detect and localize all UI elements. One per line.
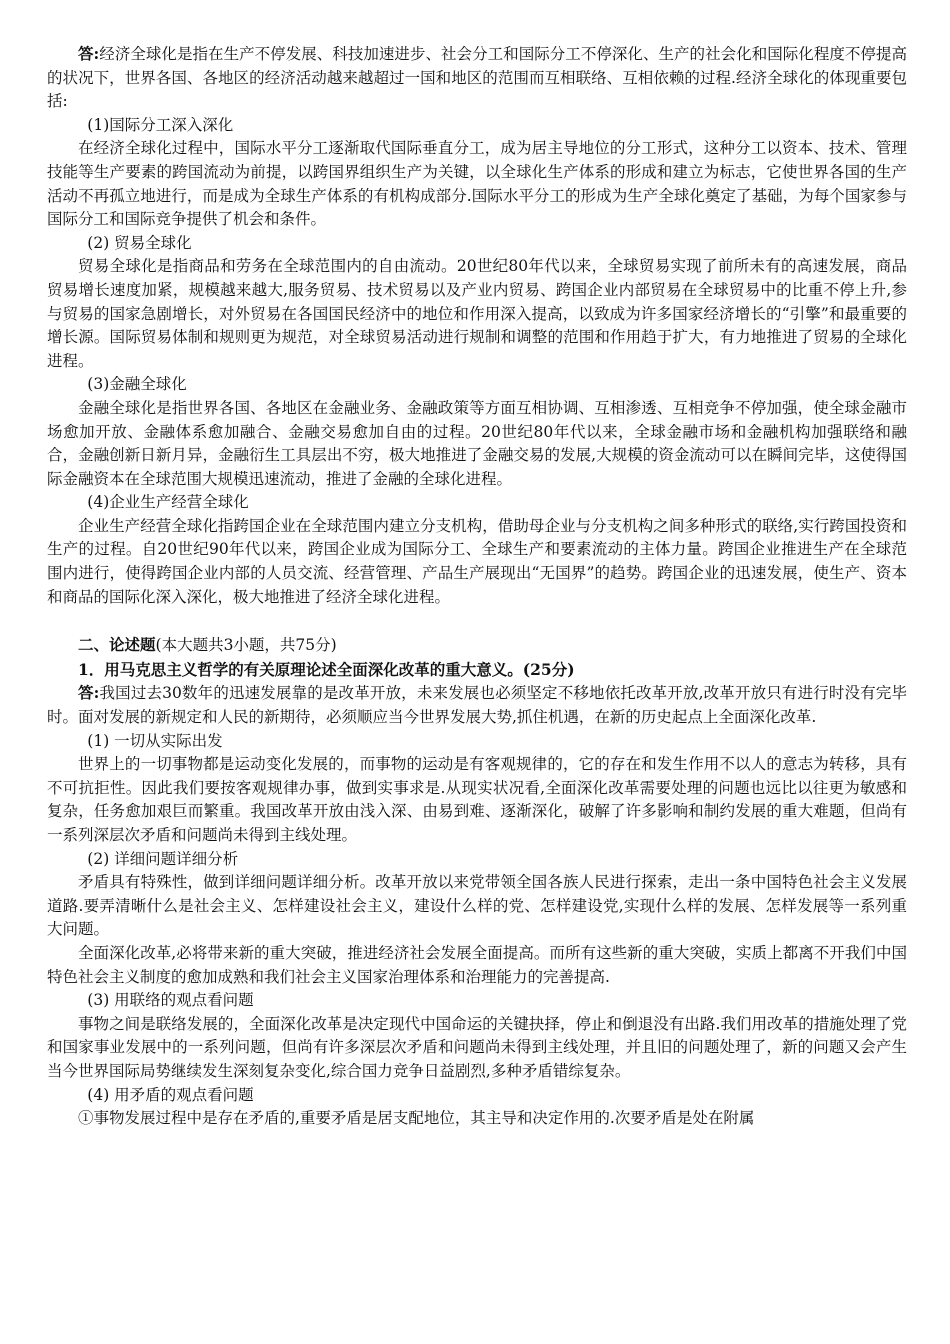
paragraph-specific-analysis: 矛盾具有特殊性，做到详细问题详细分析。改革开放以来党带领全国各族人民进行探索，走出一条中国特色社会主义发展道路.要弄清晰什么是社会主义、怎样建设社会主义，建设什么样的党、怎样建设党,实现什么样的发展、怎样发展等一系列重大问题。 — [47, 873, 907, 939]
subheading-reality: (1) 一切从实际出发 — [87, 731, 223, 750]
subheading-specific-analysis: (2) 详细问题详细分析 — [87, 849, 239, 868]
section-heading — [47, 633, 907, 658]
document-page — [47, 42, 907, 1131]
paragraph-reality: 世界上的一切事物都是运动变化发展的，而事物的运动是有客观规律的，它的存在和发生作用不以人的意志为转移，具有不可抗拒性。因此我们要按客观规律办事，做到实事求是.从现实状况看,全面深化改革需要处理的问题也远比以往更为敏感和复杂，任务愈加艰巨而繁重。我国改革开放由浅入深、由易到难、逐渐深化，破解了许多影响和制约发展的重大难题，但尚有一系列深层次矛盾和问题尚未得到主线处理。 — [47, 755, 907, 844]
subheading-division-of-labor: (1)国际分工深入深化 — [87, 115, 234, 134]
paragraph-enterprise: 企业生产经营全球化指跨国企业在全球范围内建立分支机构，借助母企业与分支机构之间多种形式的联络,实行跨国投资和生产的过程。自20世纪90年代以来，跨国企业成为国际分工、全球生产和要素流动的主体力量。跨国企业推进生产在全球范围内进行，使得跨国企业内部的人员交流、经营管理、产品生产展现出“无国界”的趋势。跨国企业的迅速发展，使生产、资本和商品的国际化深入深化，极大地推进了经济全球化进程。 — [47, 516, 907, 606]
subheading-enterprise: (4)企业生产经营全球化 — [87, 493, 249, 512]
paragraph-trade: 贸易全球化是指商品和劳务在全球范围内的自由流动。20世纪80年代以来，全球贸易实现了前所未有的高速发展，商品贸易增长速度加紧，规模越来越大,服务贸易、技术贸易以及产业内贸易、跨国企业内部贸易在全球贸易中的比重不停上升,参与贸易的国家急剧增长，对外贸易在各国国民经济中的地位和作用深入提高，以致成为许多国家经济增长的“引擎”和最重要的增长源。国际贸易体制和规则更为规范，对全球贸易活动进行规制和调整的范围和作用趋于扩大，有力地推进了贸易的全球化进程。 — [47, 257, 907, 370]
section-note: (本大题共3小题，共75分) — [155, 636, 337, 655]
question-1: 1．用马克思主义哲学的有关原理论述全面深化改革的重大意义。(25分) — [78, 659, 575, 679]
paragraph-division-of-labor: 在经济全球化过程中，国际水平分工逐渐取代国际垂直分工，成为居主导地位的分工形式，这种分工以资本、技术、管理技能等生产要素的跨国流动为前提，以跨国界组织生产为关键，以全球化生产体系的形成和建立为标志，它使世界各国的生产活动不再孤立地进行，而是成为全球生产体系的有机构成部分.国际水平分工的形成为生产全球化奠定了基础，为每个国家参与国际分工和国际竞争提供了机会和条件。 — [47, 139, 907, 229]
paragraph-specific-analysis-2: 全面深化改革,必将带来新的重大突破，推进经济社会发展全面提高。而所有这些新的重大突破，实质上都离不开我们中国特色社会主义制度的愈加成熟和我们社会主义国家治理体系和治理能力的完善提高. — [47, 943, 907, 986]
section-title: 二、论述题 — [78, 635, 156, 655]
subheading-finance: (3)金融全球化 — [87, 375, 187, 394]
subheading-trade: (2) 贸易全球化 — [87, 233, 192, 252]
answer-paragraph-globalization — [47, 42, 907, 114]
paragraph-finance: 金融全球化是指世界各国、各地区在金融业务、金融政策等方面互相协调、互相渗透、互相竞争不停加强，使全球金融市场愈加开放、金融体系愈加融合、金融交易愈加自由的过程。20世纪80年代以来，全球金融市场和金融机构加强联络和融合，金融创新日新月异，金融衍生工具层出不穷，极大地推进了金融交易的发展,大规模的资金流动可以在瞬间完毕，这使得国际金融资本在全球范围大规模迅速流动，推进了金融的全球化进程。 — [47, 398, 907, 488]
paragraph-contradiction: ①事物发展过程中是存在矛盾的,重要矛盾是居支配地位，其主导和决定作用的.次要矛盾是处在附属 — [78, 1109, 755, 1128]
answer-label: 答: — [78, 683, 100, 703]
section-spacer — [47, 609, 907, 633]
subheading-connection: (3) 用联络的观点看问题 — [87, 991, 254, 1010]
answer-paragraph-reform — [47, 681, 907, 729]
answer-intro: 我国过去30数年的迅速发展靠的是改革开放，未来发展也必须坚定不移地依托改革开放,改革开放只有进行时没有完毕时。面对发展的新规定和人民的新期待，必须顺应当今世界发展大势,抓住机遇，在新的历史起点上全面深化改革. — [47, 684, 907, 727]
answer-intro: 经济全球化是指在生产不停发展、科技加速进步、社会分工和国际分工不停深化、生产的社会化和国际化程度不停提高的状况下，世界各国、各地区的经济活动越来越超过一国和地区的范围而互相联络、互相依赖的过程.经济全球化的体现重要包括: — [47, 45, 907, 111]
paragraph-connection: 事物之间是联络发展的，全面深化改革是决定现代中国命运的关键抉择，停止和倒退没有出路.我们用改革的措施处理了党和国家事业发展中的一系列问题，但尚有许多深层次矛盾和问题尚未得到主线处理，并且旧的问题处理了，新的问题又会产生当今世界国际局势继续发生深刻复杂变化,综合国力竞争日益剧烈,多种矛盾错综复杂。 — [47, 1014, 907, 1080]
subheading-contradiction: (4) 用矛盾的观点看问题 — [87, 1085, 254, 1104]
answer-label: 答: — [78, 44, 100, 63]
